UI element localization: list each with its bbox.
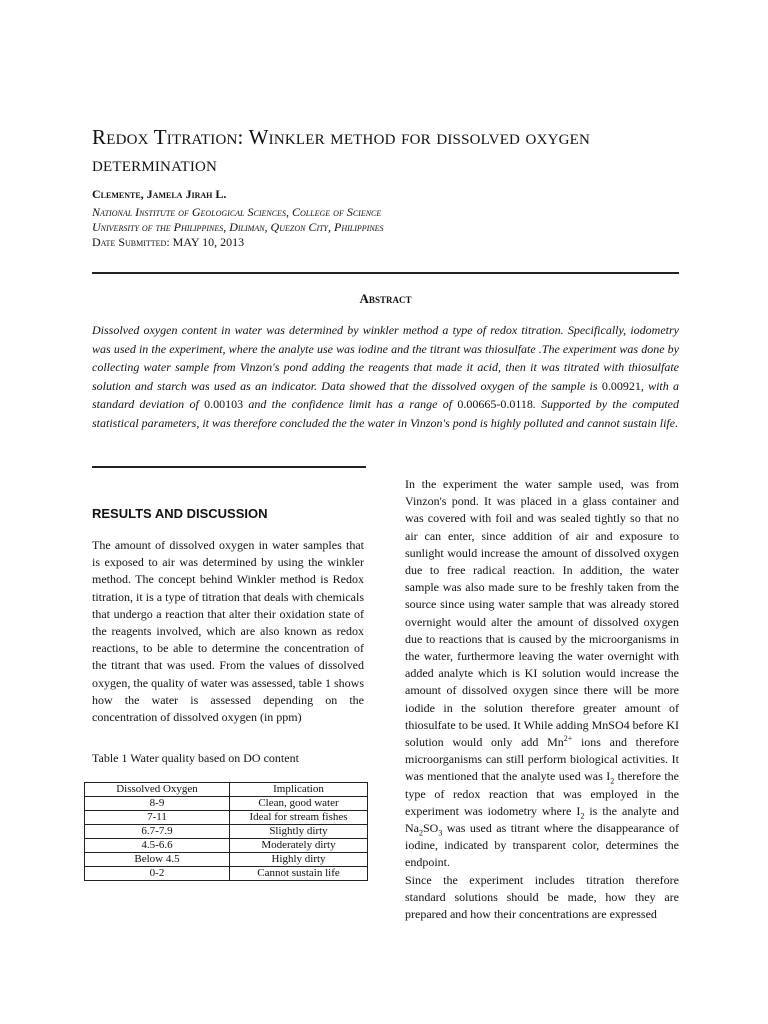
table-cell: 8-9	[85, 797, 230, 811]
table-caption: Table 1 Water quality based on DO content	[92, 751, 299, 765]
table-cell: 7-11	[85, 811, 230, 825]
table-row	[85, 867, 368, 881]
affiliation-institute: National Institute of Geological Sciences, College of Science	[92, 205, 382, 219]
table-cell: Slightly dirty	[230, 825, 368, 839]
table-row	[85, 839, 368, 853]
date-value: : MAY 10, 2013	[166, 235, 245, 249]
text-run: ions and therefore microorganisms can still perform biological activities. It was mentioned that the analyte used was I	[405, 735, 679, 784]
table-cell: 0-2	[85, 867, 230, 881]
abstract-text	[92, 321, 679, 432]
affiliation-university: University of the Philippines, Diliman, Quezon City, Philippines	[92, 220, 384, 234]
text-run: therefore the type of redox reaction that was employed in the experiment was iodometry where I	[405, 769, 679, 818]
text-run: In the experiment the water sample used, was from Vinzon's pond. It was placed in a glass container and was covered with foil and was sealed tightly so that no air can enter, since addition of air and exposure to sunlight would increase the amount of dissolved oxygen due to free radical reaction. In addition, the water sample was also made sure to be freshly taken from the source since using water sample that was already stored overnight would alter the amount of dissolved oxygen due to reactions that is caused by the microorganisms in the water, furthermore leaving the water overnight with added analyte which is KI solution would increase the amount of dissolved oxygen since there will be more iodide in the solution therefore greater amount of thiosulfate to be used. It While adding MnSO4 before KI solution would only add Mn	[405, 477, 679, 750]
table-row	[85, 811, 368, 825]
abstract-value: 0.00921	[601, 378, 641, 393]
date-submitted	[92, 234, 244, 250]
table-row	[85, 797, 368, 811]
subscript: 3	[438, 828, 443, 838]
table-row	[85, 825, 368, 839]
abstract-heading: Abstract	[359, 291, 412, 306]
table-cell: Highly dirty	[230, 853, 368, 867]
abstract-part: , with a standard deviation of	[92, 378, 679, 411]
table-cell: 6.7-7.9	[85, 825, 230, 839]
abstract-divider	[92, 466, 366, 468]
abstract-value: 0.00665-0.0118	[457, 397, 533, 411]
paper-title: Redox Titration: Winkler method for dissolved oxygen determination	[92, 125, 591, 176]
subscript: 2	[419, 828, 423, 838]
author-name: Clemente, Jamela Jirah L.	[92, 187, 227, 201]
table-cell: 4.5-6.6	[85, 839, 230, 853]
table-cell: Below 4.5	[85, 853, 230, 867]
abstract-part: . Supported by the computed statistical parameters, it was therefore concluded the the water in Vinzon's pond is highly polluted and cannot sustain life.	[92, 397, 680, 430]
section-heading: RESULTS AND DISCUSSION	[92, 506, 268, 521]
abstract-value: 0.00103	[204, 397, 244, 411]
water-quality-table	[84, 782, 368, 881]
text-run: SO	[423, 821, 439, 836]
table-header-cell: Implication	[230, 783, 368, 797]
text-run: is the analyte and Na	[405, 803, 679, 836]
table-row	[85, 853, 368, 867]
text-run: was used as titrant where the disappearance of iodine, indicated by transparent color, determines the endpoint.	[405, 821, 679, 870]
left-paragraph: The amount of dissolved oxygen in water samples that is exposed to air was determined by using the winkler method. The concept behind Winkler method is Redox titration, it is a type of titration that deals with chemicals that undergo a reaction that alter their oxidation state of the reagents involved, which are also known as redox reactions, to be able to determine the concentration of the titrant that was used. From the values of dissolved oxygen, the quality of water was assessed, table 1 shows how the water is assessed depending on the concentration of dissolved oxygen (in ppm)	[92, 538, 364, 725]
subscript: 2	[580, 811, 585, 821]
header-divider	[92, 272, 679, 274]
table-cell: Ideal for stream fishes	[230, 811, 368, 825]
abstract-part: Dissolved oxygen content in water was determined by winkler method a type of redox titration. Specifically, iodometry was used in the experiment, where the analyte use was iodine and the titrant was thiosulfate .The experiment was done by collecting water sample from Vinzon's pond adding the reagents that made it acid, then it was titrated with thiosulfate solution and starch was used as an indicator. Data showed that the dissolved oxygen of the sample is	[92, 323, 679, 393]
superscript: 2+	[563, 734, 573, 744]
table-header-row	[85, 783, 368, 797]
right-paragraph-1	[405, 476, 679, 872]
right-paragraph-2: Since the experiment includes titration therefore standard solutions should be made, how they are prepared and how their concentrations are expressed	[405, 873, 679, 922]
table-header-cell: Dissolved Oxygen	[85, 783, 230, 797]
abstract-part: and the confidence limit has a range of	[243, 397, 458, 411]
table-cell: Clean, good water	[230, 797, 368, 811]
table-cell: Cannot sustain life	[230, 867, 368, 881]
subscript: 2	[610, 776, 615, 786]
table-cell: Moderately dirty	[230, 839, 368, 853]
date-label: Date Submitted	[92, 235, 167, 249]
